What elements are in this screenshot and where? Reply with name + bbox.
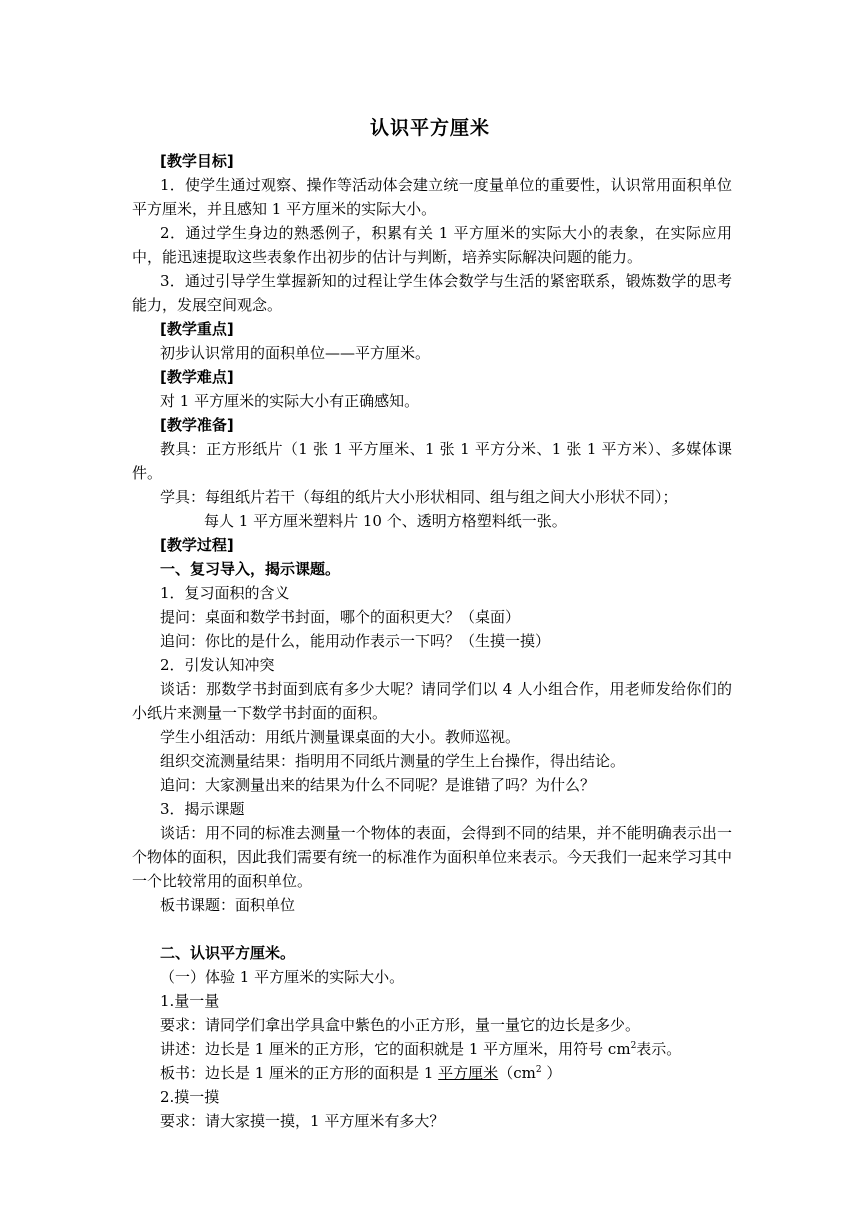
paragraph: 板书课题：面积单位 [160,896,296,914]
paragraph: 要求：请同学们拿出学具盒中紫色的小正方形，量一量它的边长是多少。 [160,1016,641,1034]
paragraph: 追问：大家测量出来的结果为什么不同呢？是谁错了吗？为什么？ [160,776,596,794]
paragraph: 谈话：用不同的标准去测量一个物体的表面，会得到不同的结果，并不能明确表示出一个物体的面积，因此我们需要有统一的标准作为面积单位来表示。今天我们一起来学习其中一个比较常用的面积单位。 [132,824,733,890]
text-run: 讲述：边长是 1 厘米的正方形，它的面积就是 1 平方厘米，用符号 cm [160,1040,631,1058]
text-run: 表示。 [636,1040,682,1058]
superscript: 2 [535,1065,542,1075]
paragraph: 组织交流测量结果：指明用不同纸片测量的学生上台操作，得出结论。 [160,752,626,770]
text-run: （cm [498,1064,536,1082]
part1-title: 一、复习导入，揭示课题。 [160,560,341,578]
superscript: 2 [630,1041,637,1051]
document-body [132,149,732,1133]
paragraph: 3．揭示课题 [160,800,245,818]
paragraph: 1.量一量 [160,992,220,1010]
difficulty-heading: [教学难点] [160,368,234,386]
goal-item: 1．使学生通过观察、操作等活动体会建立统一度量单位的重要性，认识常用面积单位平方厘米，并且感知 1 平方厘米的实际大小。 [132,176,732,218]
prep-teacher: 教具：正方形纸片（1 张 1 平方厘米、1 张 1 平方分米、1 张 1 平方米）、多媒体课件。 [132,440,732,482]
goal-item: 2．通过学生身边的熟悉例子，积累有关 1 平方厘米的实际大小的表象，在实际应用中，能迅速提取这些表象作出初步的估计与判断，培养实际解决问题的能力。 [132,224,732,266]
paragraph: 1．复习面积的含义 [160,584,290,602]
key-text: 初步认识常用的面积单位——平方厘米。 [160,344,431,362]
page-title: 认识平方厘米 [369,117,490,139]
difficulty-text: 对 1 平方厘米的实际大小有正确感知。 [160,392,420,410]
blank-line [132,917,732,941]
paragraph: （一）体验 1 平方厘米的实际大小。 [160,968,405,986]
paragraph: 2．引发认知冲突 [160,656,275,674]
text-run: 板书：边长是 1 厘米的正方形的面积是 1 [160,1064,439,1082]
paragraph: 提问：桌面和数学书封面，哪个的面积更大？（桌面） [160,608,521,626]
process-heading: [教学过程] [160,536,234,554]
paragraph-with-underline [132,1061,732,1085]
prep-student: 学具：每组纸片若干（每组的纸片大小形状相同、组与组之间大小形状不同）； [160,488,678,506]
key-heading: [教学重点] [160,320,234,338]
underlined-term: 平方厘米 [438,1064,499,1082]
paragraph: 学生小组活动：用纸片测量课桌面的大小。教师巡视。 [160,728,521,746]
paragraph: 要求：请大家摸一摸，1 平方厘米有多大？ [160,1112,445,1130]
paragraph: 谈话：那数学书封面到底有多少大呢？请同学们以 4 人小组合作，用老师发给你们的小纸片来测量一下数学书封面的面积。 [132,680,732,722]
prep-student-cont: 每人 1 平方厘米塑料片 10 个、透明方格塑料纸一张。 [204,512,567,530]
paragraph-with-superscript [132,1037,732,1061]
text-run: ） [541,1064,562,1082]
prep-heading: [教学准备] [160,416,234,434]
goal-item: 3．通过引导学生掌握新知的过程让学生体会数学与生活的紧密联系，锻炼数学的思考能力，发展空间观念。 [132,272,732,314]
paragraph: 追问：你比的是什么，能用动作表示一下吗？（生摸一摸） [160,632,551,650]
goal-heading: [教学目标] [160,152,234,170]
paragraph: 2.摸一摸 [160,1088,220,1106]
part2-title: 二、认识平方厘米。 [160,944,296,962]
